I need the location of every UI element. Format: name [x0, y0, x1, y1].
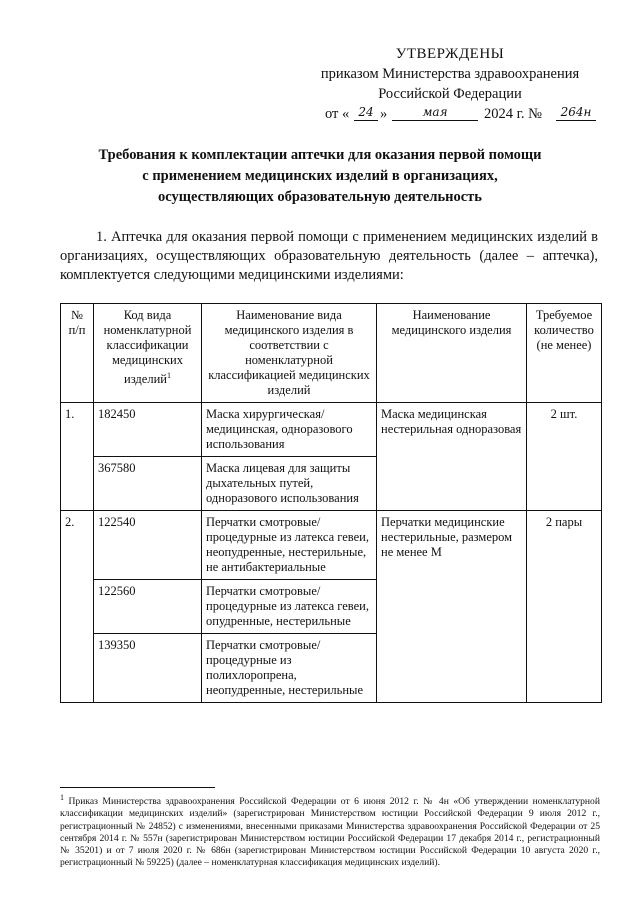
order-number: 264н [556, 104, 596, 121]
heading-line1: Требования к комплектации аптечки для оказания первой помощи [98, 147, 542, 163]
table-header-row [61, 304, 602, 403]
order-year: 2024 г. № [484, 106, 543, 122]
heading-line2: с применением медицинских изделий в организациях, [142, 168, 498, 184]
document-heading [60, 145, 580, 208]
footnote-ref: 1 [166, 371, 171, 380]
row-qty: 2 шт. [527, 403, 602, 511]
row-kind: Маска лицевая для защиты дыхательных путей, одноразового использования [202, 457, 377, 511]
row-kind: Перчатки смотровые/ процедурные из латекса гевеи, опудренные, нестерильные [202, 580, 377, 634]
row-qty: 2 пары [527, 511, 602, 703]
intro-paragraph [60, 228, 598, 285]
table-row [61, 511, 602, 580]
footnote-text: Приказ Министерства здравоохранения Российской Федерации от 6 июня 2012 г. № 4н «Об утверждении номенклатурной классификации медицинских изделий» (зарегистрирован Министерством юстиции Российской Федерации 9 июля 2012 г., регистрационный № 24852) с изменениями, внесенными приказами Министерства здравоохранения Российской Федерации от 25 сентября 2014 г. № 557н (зарегистрирован Министерством юстиции Российской Федерации 17 декабря 2014 г., регистрационный № 35201) и от 7 июля 2020 г. № 686н (зарегистрирован Министерством юстиции Российской Федерации 10 августа 2020 г., регистрационный № 59225) (далее – номенклатурная классификация медицинских изделий). [60, 796, 600, 869]
order-day: 24 [354, 104, 378, 121]
footnote [60, 792, 600, 869]
order-date-line [300, 104, 600, 126]
approval-title: УТВЕРЖДЕНЫ [395, 46, 505, 62]
footnote-mark: 1 [60, 793, 64, 802]
header-code-text: Код вида номенклатурной классификации медицинских изделий [103, 308, 192, 387]
header-qty: Требуемое количество (не менее) [527, 304, 602, 403]
approval-line2: Российской Федерации [378, 86, 522, 102]
heading-line3: осуществляющих образовательную деятельность [158, 189, 482, 205]
date-mid: » [380, 106, 388, 122]
header-name: Наименование медицинского изделия [377, 304, 527, 403]
medical-items-table [60, 303, 602, 703]
row-code: 367580 [94, 457, 202, 511]
row-num: 1. [61, 403, 94, 511]
footnote-divider [60, 787, 215, 788]
intro-text: 1. Аптечка для оказания первой помощи с применением медицинских изделий в организациях, осуществляющих образовательную деятельность (далее – аптечка), комплектуется следующими медицинскими изделиями: [60, 229, 598, 283]
row-code: 122560 [94, 580, 202, 634]
header-kind: Наименование вида медицинского изделия в соответствии с номенклатурной классификацией медицинских изделий [202, 304, 377, 403]
row-kind: Перчатки смотровые/ процедурные из латекса гевеи, неопудренные, нестерильные, не антибактериальные [202, 511, 377, 580]
table-row [61, 403, 602, 457]
row-code: 139350 [94, 634, 202, 703]
row-code: 182450 [94, 403, 202, 457]
row-name: Перчатки медицинские нестерильные, размером не менее M [377, 511, 527, 703]
row-kind: Перчатки смотровые/ процедурные из полихлоропрена, неопудренные, нестерильные [202, 634, 377, 703]
date-prefix: от « [325, 106, 350, 122]
approval-line1: приказом Министерства здравоохранения [320, 66, 580, 82]
row-name: Маска медицинская нестерильная одноразовая [377, 403, 527, 511]
header-code [94, 304, 202, 403]
approval-block [300, 44, 600, 126]
header-num: № п/п [61, 304, 94, 403]
row-code: 122540 [94, 511, 202, 580]
row-kind: Маска хирургическая/ медицинская, одноразового использования [202, 403, 377, 457]
order-month: мая [392, 104, 478, 121]
row-num: 2. [61, 511, 94, 703]
